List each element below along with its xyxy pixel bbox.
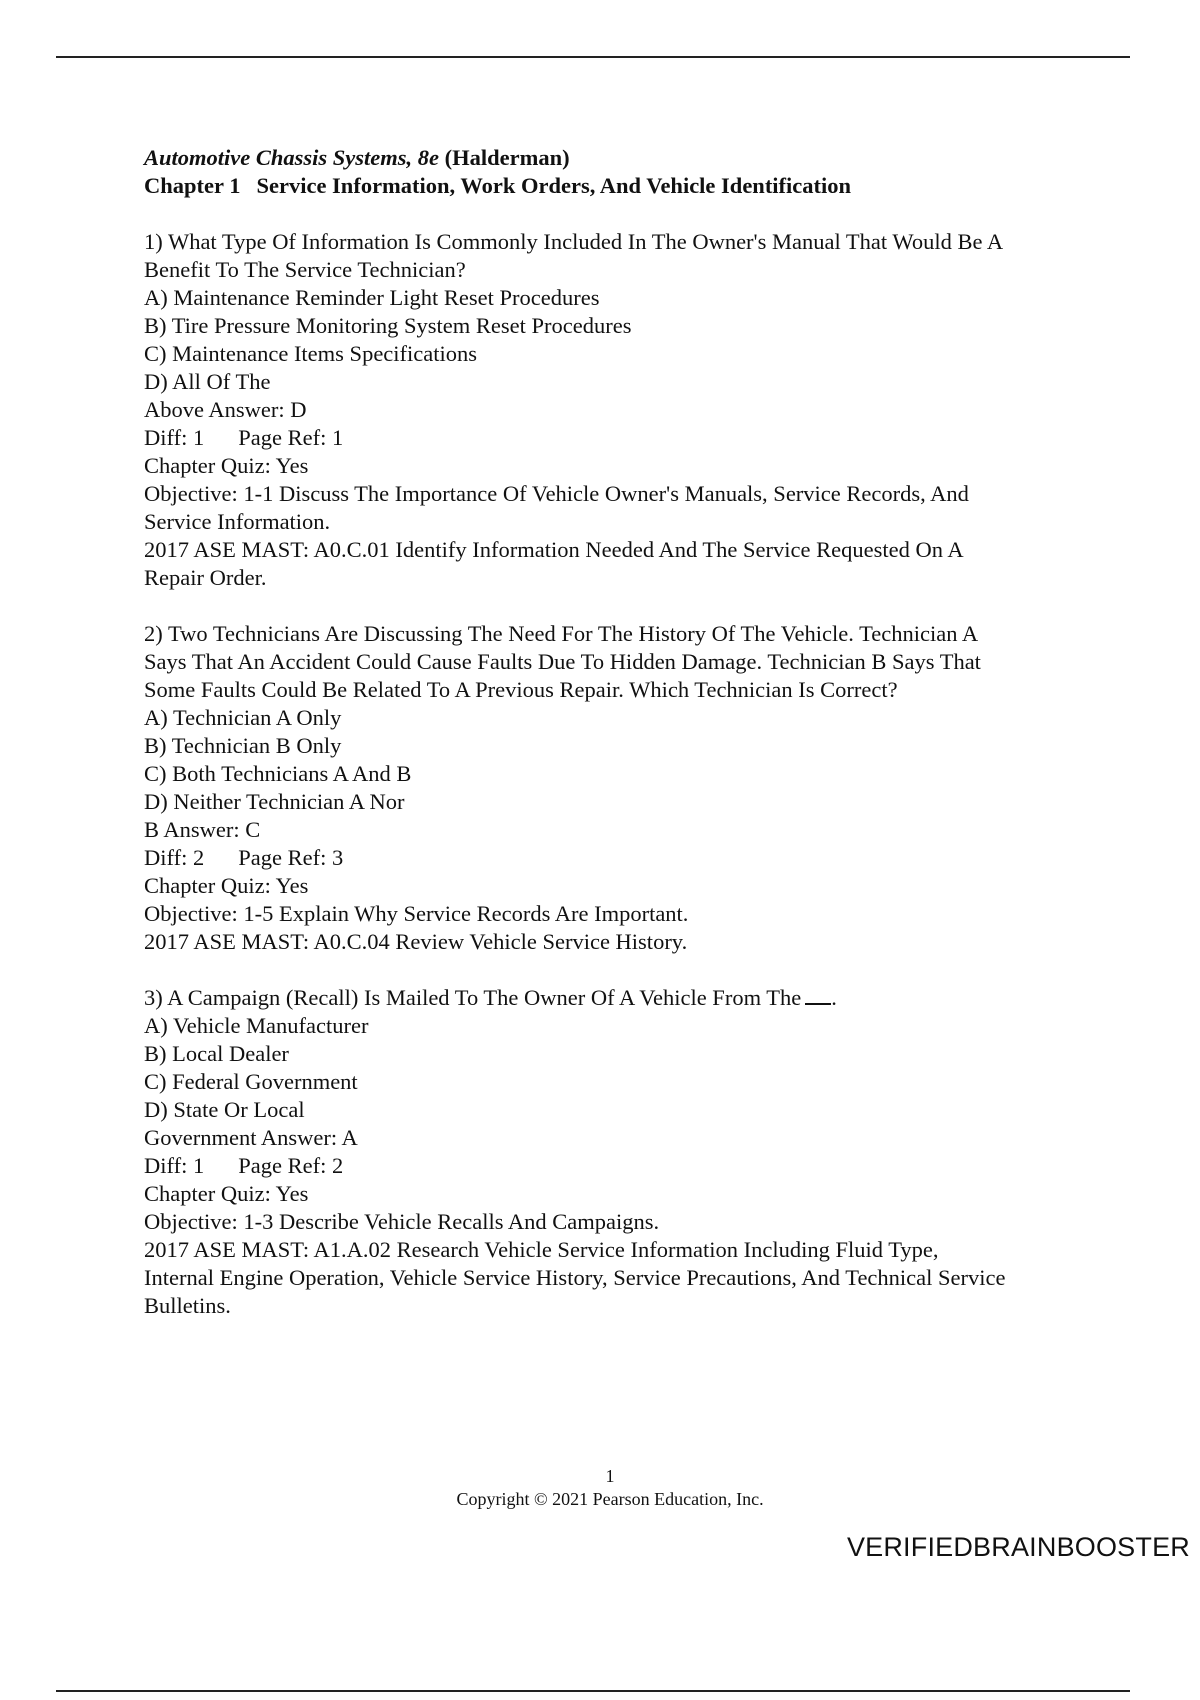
- ase-line: 2017 ASE MAST: A0.C.01 Identify Information Needed And The Service Requested On A: [144, 537, 964, 562]
- question-stem-line: 2) Two Technicians Are Discussing The Need For The History Of The Vehicle. Technician A: [144, 621, 979, 646]
- chapter-quiz: Chapter Quiz: Yes: [144, 453, 309, 478]
- objective-line: Objective: 1-3 Describe Vehicle Recalls And Campaigns.: [144, 1209, 660, 1234]
- question-stem-line: Benefit To The Service Technician?: [144, 257, 466, 282]
- answer-option: D) Neither Technician A Nor: [144, 789, 405, 814]
- answer-option: A) Vehicle Manufacturer: [144, 1013, 369, 1038]
- page-ref: Page Ref: 2: [238, 1153, 344, 1178]
- ase-line: Bulletins.: [144, 1293, 231, 1318]
- page-ref: Page Ref: 1: [238, 425, 344, 450]
- chapter-quiz: Chapter Quiz: Yes: [144, 1181, 309, 1206]
- page-content: [144, 144, 1084, 1320]
- answer-option: B) Tire Pressure Monitoring System Reset Procedures: [144, 313, 632, 338]
- question-stem-line: 1) What Type Of Information Is Commonly Included In The Owner's Manual That Would Be A: [144, 229, 1004, 254]
- question-2: [144, 620, 1084, 956]
- chapter-quiz: Chapter Quiz: Yes: [144, 873, 309, 898]
- answer-option: D) All Of The: [144, 369, 271, 394]
- question-1: [144, 228, 1084, 592]
- difficulty-line: [144, 844, 1084, 872]
- difficulty-line: [144, 424, 1084, 452]
- difficulty-line: [144, 1152, 1084, 1180]
- question-stem-line: [144, 984, 1084, 1012]
- answer-option: C) Both Technicians A And B: [144, 761, 412, 786]
- question-3: [144, 984, 1084, 1320]
- ase-line: 2017 ASE MAST: A1.A.02 Research Vehicle Service Information Including Fluid Type,: [144, 1237, 939, 1262]
- chapter-heading: [144, 172, 1084, 200]
- fill-in-blank: [805, 985, 831, 1005]
- page-number: 1: [605, 1466, 615, 1486]
- objective-line: Objective: 1-5 Explain Why Service Records Are Important.: [144, 901, 689, 926]
- answer-option: C) Federal Government: [144, 1069, 358, 1094]
- copyright-notice: Copyright © 2021 Pearson Education, Inc.: [456, 1489, 764, 1509]
- answer-option: A) Technician A Only: [144, 705, 342, 730]
- question-stem-line: Says That An Accident Could Cause Faults Due To Hidden Damage. Technician B Says That: [144, 649, 981, 674]
- ase-line: 2017 ASE MAST: A0.C.04 Review Vehicle Service History.: [144, 929, 688, 954]
- ase-line: Repair Order.: [144, 565, 267, 590]
- answer-line: Above Answer: D: [144, 397, 307, 422]
- watermark: VERIFIEDBRAINBOOSTER: [846, 1532, 1190, 1562]
- ase-line: Internal Engine Operation, Vehicle Service History, Service Precautions, And Technical Service: [144, 1265, 1006, 1290]
- answer-line: Government Answer: A: [144, 1125, 358, 1150]
- question-stem-end: .: [831, 985, 837, 1010]
- book-title: [144, 144, 1084, 172]
- answer-option: A) Maintenance Reminder Light Reset Procedures: [144, 285, 600, 310]
- top-rule: [56, 56, 1130, 58]
- question-stem-line: Some Faults Could Be Related To A Previous Repair. Which Technician Is Correct?: [144, 677, 898, 702]
- bottom-rule: [56, 1690, 1130, 1692]
- difficulty: Diff: 1: [144, 425, 205, 450]
- book-title-italic: Automotive Chassis Systems, 8e: [144, 145, 440, 170]
- objective-line: Service Information.: [144, 509, 331, 534]
- answer-option: B) Local Dealer: [144, 1041, 289, 1066]
- difficulty: Diff: 1: [144, 1153, 205, 1178]
- chapter-label: Chapter 1: [144, 173, 241, 198]
- answer-option: C) Maintenance Items Specifications: [144, 341, 478, 366]
- chapter-title: Service Information, Work Orders, And Vehicle Identification: [256, 173, 852, 198]
- book-author: (Halderman): [439, 145, 570, 170]
- page-ref: Page Ref: 3: [238, 845, 344, 870]
- answer-line: B Answer: C: [144, 817, 261, 842]
- answer-option: B) Technician B Only: [144, 733, 342, 758]
- objective-line: Objective: 1-1 Discuss The Importance Of Vehicle Owner's Manuals, Service Records, And: [144, 481, 969, 506]
- difficulty: Diff: 2: [144, 845, 205, 870]
- answer-option: D) State Or Local: [144, 1097, 305, 1122]
- question-stem-text: 3) A Campaign (Recall) Is Mailed To The Owner Of A Vehicle From The: [144, 985, 802, 1010]
